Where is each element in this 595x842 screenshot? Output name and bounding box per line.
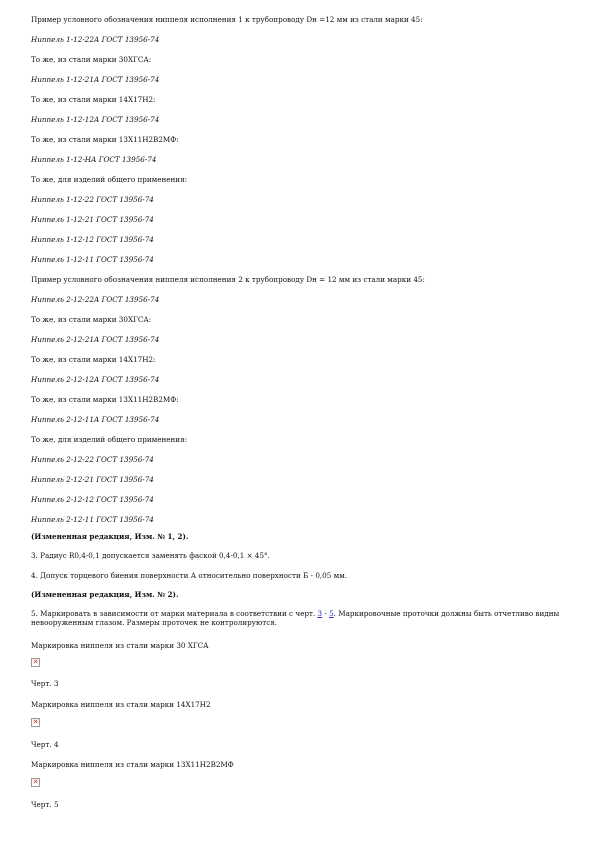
designation-line: Ниппель 1-12-21А ГОСТ 13956-74 <box>31 75 160 84</box>
clause-5 <box>31 609 575 627</box>
figure-caption: Маркировка ниппеля из стали марки 14Х17Н2 <box>31 700 211 709</box>
designation-line: Ниппель 1-12-НА ГОСТ 13956-74 <box>31 155 157 164</box>
variant-line: То же, из стали марки 14Х17Н2: <box>31 95 156 104</box>
broken-image-icon <box>31 718 40 727</box>
variant-line: То же, из стали марки 13Х11Н2В2МФ: <box>31 395 179 404</box>
close-icon: ✕ <box>32 778 39 786</box>
clause-3: 3. Радиус R0,4-0,1 допускается заменять фаской 0,4-0,1 × 45°. <box>31 551 270 560</box>
example-2-heading: Пример условного обозначения ниппеля исполнения 2 к трубопроводу Dн = 12 мм из стали марки 45: <box>31 275 425 284</box>
variant-line: То же, для изделий общего применения: <box>31 435 188 444</box>
drawing-5-link[interactable]: 5 <box>329 609 334 618</box>
designation-line: Ниппель 1-12-22А ГОСТ 13956-74 <box>31 35 160 44</box>
variant-line: То же, из стали марки 30ХГСА: <box>31 315 152 324</box>
designation-line: Ниппель 2-12-11 ГОСТ 13956-74 <box>31 515 154 524</box>
designation-line: Ниппель 2-12-11А ГОСТ 13956-74 <box>31 415 160 424</box>
figure-label: Черт. 3 <box>31 679 59 688</box>
revision-note: (Измененная редакция, Изм. № 2). <box>31 590 179 599</box>
designation-line: Ниппель 1-12-22 ГОСТ 13956-74 <box>31 195 154 204</box>
broken-image-icon <box>31 778 40 787</box>
designation-line: Ниппель 2-12-12 ГОСТ 13956-74 <box>31 495 154 504</box>
designation-line: Ниппель 2-12-22А ГОСТ 13956-74 <box>31 295 160 304</box>
designation-line: Ниппель 2-12-21 ГОСТ 13956-74 <box>31 475 154 484</box>
figure-label: Черт. 5 <box>31 800 59 809</box>
designation-line: Ниппель 1-12-12А ГОСТ 13956-74 <box>31 115 160 124</box>
variant-line: То же, из стали марки 14Х17Н2: <box>31 355 156 364</box>
close-icon: ✕ <box>32 658 39 666</box>
figure-label: Черт. 4 <box>31 740 59 749</box>
variant-line: То же, для изделий общего применения: <box>31 175 188 184</box>
designation-line: Ниппель 2-12-22 ГОСТ 13956-74 <box>31 455 154 464</box>
designation-line: Ниппель 1-12-21 ГОСТ 13956-74 <box>31 215 154 224</box>
drawing-3-link[interactable]: 3 <box>317 609 323 618</box>
designation-line: Ниппель 1-12-11 ГОСТ 13956-74 <box>31 255 154 264</box>
revision-note: (Измененная редакция, Изм. № 1, 2). <box>31 532 189 541</box>
clause-5-dash: - <box>322 609 330 618</box>
designation-line: Ниппель 1-12-12 ГОСТ 13956-74 <box>31 235 154 244</box>
broken-image-icon <box>31 658 40 667</box>
clause-4: 4. Допуск торцевого биения поверхности А относительно поверхности Б - 0,05 мм. <box>31 571 348 580</box>
designation-line: Ниппель 2-12-12А ГОСТ 13956-74 <box>31 375 160 384</box>
clause-5-text: 5. Маркировать в зависимости от марки материала в соответствии с черт. <box>31 609 318 618</box>
variant-line: То же, из стали марки 30ХГСА: <box>31 55 152 64</box>
variant-line: То же, из стали марки 13Х11Н2В2МФ: <box>31 135 179 144</box>
close-icon: ✕ <box>32 718 39 726</box>
example-1-heading: Пример условного обозначения ниппеля исполнения 1 к трубопроводу Dн =12 мм из стали марки 45: <box>31 15 423 24</box>
clause-5-text-cont: . Маркировочные проточки должны быть отчетливо видны невооруженным глазом. Размеры проточек не контролируются. <box>31 609 560 627</box>
figure-caption: Маркировка ниппеля из стали марки 13Х11Н2В2МФ <box>31 760 234 769</box>
figure-caption: Маркировка ниппеля из стали марки 30 ХГСА <box>31 641 209 650</box>
designation-line: Ниппель 2-12-21А ГОСТ 13956-74 <box>31 335 160 344</box>
